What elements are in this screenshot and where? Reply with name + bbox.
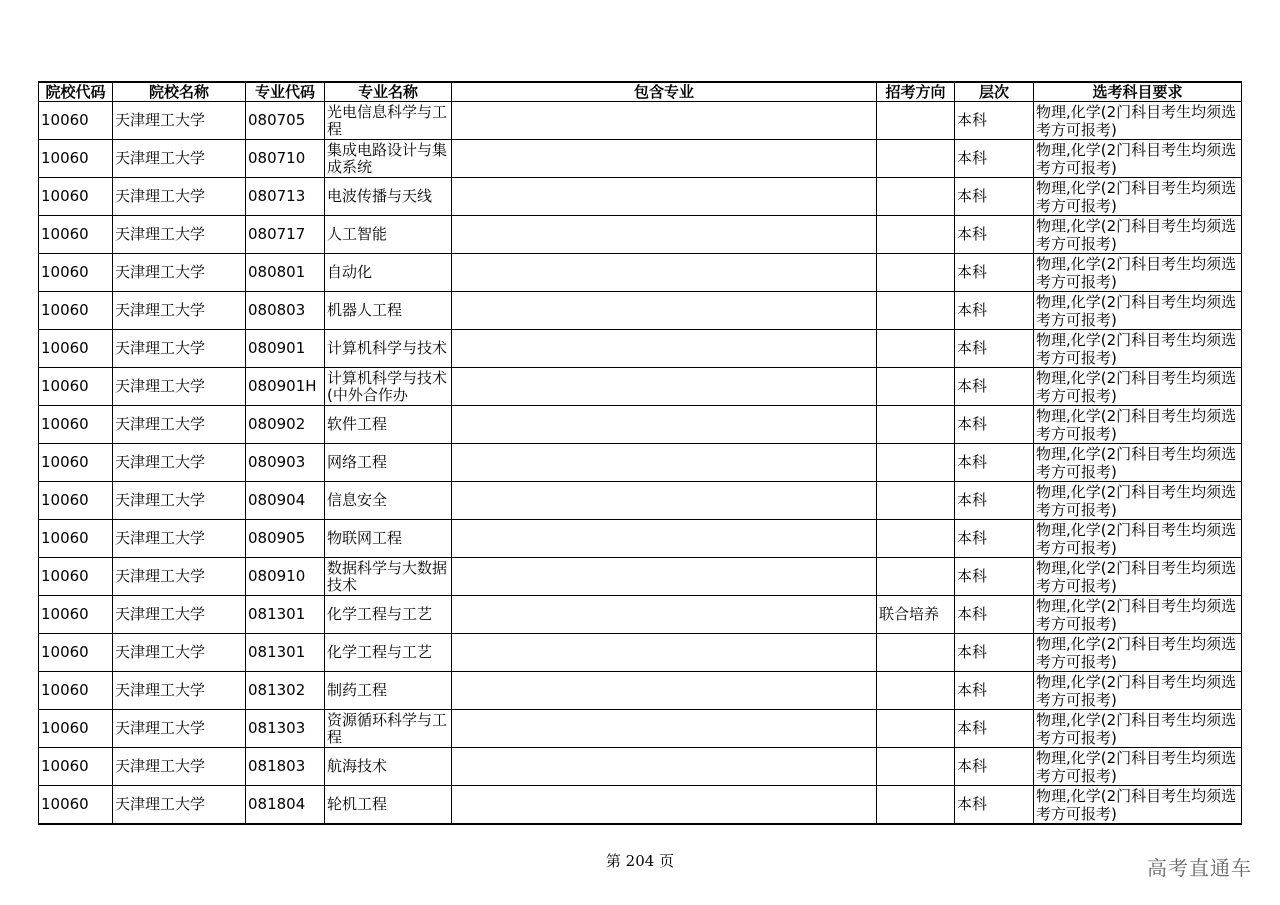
included-majors-cell — [452, 596, 877, 634]
major-name-cell-text: 轮机工程 — [327, 796, 388, 813]
table-row — [39, 748, 1242, 786]
requirement-cell — [1034, 330, 1242, 368]
requirement-cell-text: 物理,化学(2门科目考生均须选考方可报考) — [1036, 368, 1237, 405]
school-code-cell: 10060 — [39, 710, 113, 748]
school-code-cell: 10060 — [39, 292, 113, 330]
included-majors-cell — [452, 748, 877, 786]
major-name-cell-text: 计算机科学与技术 — [327, 340, 448, 357]
major-name-cell-text: 机器人工程 — [327, 302, 403, 319]
major-name-cell-text: 集成电路设计与集成系统 — [327, 141, 448, 176]
major-code-cell: 080803 — [246, 292, 325, 330]
major-name-cell — [325, 444, 452, 482]
requirement-cell — [1034, 406, 1242, 444]
table-body — [39, 102, 1242, 825]
table-row — [39, 330, 1242, 368]
table-row — [39, 786, 1242, 825]
major-name-cell — [325, 292, 452, 330]
header-direction: 招考方向 — [877, 82, 955, 102]
requirement-cell-text: 物理,化学(2门科目考生均须选考方可报考) — [1036, 672, 1237, 709]
school-code-cell: 10060 — [39, 330, 113, 368]
direction-cell — [877, 748, 955, 786]
major-name-cell — [325, 672, 452, 710]
school-code-cell: 10060 — [39, 558, 113, 596]
major-code-cell: 081303 — [246, 710, 325, 748]
major-name-cell — [325, 254, 452, 292]
major-name-cell-text: 信息安全 — [327, 492, 388, 509]
level-cell: 本科 — [955, 748, 1034, 786]
table-row — [39, 178, 1242, 216]
requirement-cell — [1034, 672, 1242, 710]
level-cell: 本科 — [955, 216, 1034, 254]
included-majors-cell — [452, 330, 877, 368]
requirement-cell-text: 物理,化学(2门科目考生均须选考方可报考) — [1036, 216, 1237, 253]
requirement-cell-text: 物理,化学(2门科目考生均须选考方可报考) — [1036, 634, 1237, 671]
major-name-cell-text: 软件工程 — [327, 416, 388, 433]
requirement-cell-text: 物理,化学(2门科目考生均须选考方可报考) — [1036, 178, 1237, 215]
header-school-name: 院校名称 — [113, 82, 246, 102]
major-name-cell-text: 物联网工程 — [327, 530, 403, 547]
included-majors-cell — [452, 786, 877, 825]
requirement-cell — [1034, 444, 1242, 482]
major-name-cell-text: 网络工程 — [327, 454, 388, 471]
major-name-cell — [325, 140, 452, 178]
table-row — [39, 254, 1242, 292]
major-name-cell-text: 自动化 — [327, 264, 373, 281]
requirement-cell — [1034, 596, 1242, 634]
level-cell: 本科 — [955, 710, 1034, 748]
requirement-cell — [1034, 368, 1242, 406]
table-row — [39, 444, 1242, 482]
direction-cell — [877, 634, 955, 672]
school-name-cell: 天津理工大学 — [113, 444, 246, 482]
table-row — [39, 368, 1242, 406]
level-cell: 本科 — [955, 292, 1034, 330]
header-major-name: 专业名称 — [325, 82, 452, 102]
direction-cell — [877, 216, 955, 254]
included-majors-cell — [452, 558, 877, 596]
school-code-cell: 10060 — [39, 178, 113, 216]
major-name-cell — [325, 786, 452, 825]
direction-cell — [877, 140, 955, 178]
direction-cell — [877, 520, 955, 558]
major-name-cell — [325, 558, 452, 596]
requirement-cell-text: 物理,化学(2门科目考生均须选考方可报考) — [1036, 330, 1237, 367]
major-name-cell — [325, 406, 452, 444]
major-name-cell-text: 化学工程与工艺 — [327, 606, 433, 623]
table-row — [39, 672, 1242, 710]
school-name-cell: 天津理工大学 — [113, 558, 246, 596]
requirement-cell-text: 物理,化学(2门科目考生均须选考方可报考) — [1036, 140, 1237, 177]
school-code-cell: 10060 — [39, 444, 113, 482]
major-code-cell: 080710 — [246, 140, 325, 178]
direction-cell — [877, 368, 955, 406]
major-code-cell: 080901 — [246, 330, 325, 368]
included-majors-cell — [452, 140, 877, 178]
school-code-cell: 10060 — [39, 520, 113, 558]
requirement-cell-text: 物理,化学(2门科目考生均须选考方可报考) — [1036, 292, 1237, 329]
level-cell: 本科 — [955, 786, 1034, 825]
major-code-cell: 080904 — [246, 482, 325, 520]
requirement-cell-text: 物理,化学(2门科目考生均须选考方可报考) — [1036, 558, 1237, 595]
requirement-cell-text: 物理,化学(2门科目考生均须选考方可报考) — [1036, 254, 1237, 291]
school-name-cell: 天津理工大学 — [113, 634, 246, 672]
major-code-cell: 080903 — [246, 444, 325, 482]
school-code-cell: 10060 — [39, 596, 113, 634]
table-row — [39, 558, 1242, 596]
level-cell: 本科 — [955, 520, 1034, 558]
major-name-cell-text: 航海技术 — [327, 758, 388, 775]
requirement-cell — [1034, 482, 1242, 520]
page-number: 第 204 页 — [605, 852, 675, 870]
requirement-cell — [1034, 634, 1242, 672]
school-code-cell: 10060 — [39, 748, 113, 786]
major-code-cell: 080801 — [246, 254, 325, 292]
level-cell: 本科 — [955, 482, 1034, 520]
header-school-code: 院校代码 — [39, 82, 113, 102]
included-majors-cell — [452, 368, 877, 406]
major-code-cell: 081302 — [246, 672, 325, 710]
level-cell: 本科 — [955, 672, 1034, 710]
major-code-cell: 080902 — [246, 406, 325, 444]
major-code-cell: 080717 — [246, 216, 325, 254]
major-code-cell: 080905 — [246, 520, 325, 558]
major-code-cell: 080705 — [246, 102, 325, 140]
requirement-cell — [1034, 140, 1242, 178]
major-code-cell: 081301 — [246, 634, 325, 672]
requirement-cell-text: 物理,化学(2门科目考生均须选考方可报考) — [1036, 786, 1237, 823]
requirement-cell — [1034, 710, 1242, 748]
requirement-cell-text: 物理,化学(2门科目考生均须选考方可报考) — [1036, 748, 1237, 785]
requirement-cell — [1034, 748, 1242, 786]
school-code-cell: 10060 — [39, 254, 113, 292]
included-majors-cell — [452, 482, 877, 520]
major-name-cell — [325, 330, 452, 368]
school-name-cell: 天津理工大学 — [113, 216, 246, 254]
direction-cell — [877, 482, 955, 520]
included-majors-cell — [452, 634, 877, 672]
major-code-cell: 080910 — [246, 558, 325, 596]
watermark-text: 高考直通车 — [1147, 856, 1252, 880]
major-name-cell — [325, 634, 452, 672]
school-name-cell: 天津理工大学 — [113, 748, 246, 786]
requirement-cell-text: 物理,化学(2门科目考生均须选考方可报考) — [1036, 710, 1237, 747]
major-name-cell-text: 制药工程 — [327, 682, 388, 699]
school-name-cell: 天津理工大学 — [113, 672, 246, 710]
direction-cell — [877, 292, 955, 330]
level-cell: 本科 — [955, 330, 1034, 368]
major-name-cell — [325, 520, 452, 558]
direction-cell — [877, 330, 955, 368]
direction-cell — [877, 406, 955, 444]
table-header-row — [39, 82, 1242, 102]
table-row — [39, 292, 1242, 330]
enrollment-table — [38, 81, 1242, 825]
level-cell: 本科 — [955, 444, 1034, 482]
direction-cell — [877, 444, 955, 482]
included-majors-cell — [452, 520, 877, 558]
included-majors-cell — [452, 292, 877, 330]
school-name-cell: 天津理工大学 — [113, 102, 246, 140]
school-name-cell: 天津理工大学 — [113, 520, 246, 558]
requirement-cell-text: 物理,化学(2门科目考生均须选考方可报考) — [1036, 444, 1237, 481]
school-code-cell: 10060 — [39, 482, 113, 520]
level-cell: 本科 — [955, 140, 1034, 178]
school-code-cell: 10060 — [39, 406, 113, 444]
major-code-cell: 080713 — [246, 178, 325, 216]
table-row — [39, 216, 1242, 254]
direction-cell — [877, 672, 955, 710]
table-row — [39, 102, 1242, 140]
school-name-cell: 天津理工大学 — [113, 596, 246, 634]
level-cell: 本科 — [955, 558, 1034, 596]
major-name-cell — [325, 178, 452, 216]
major-name-cell — [325, 482, 452, 520]
table-row — [39, 634, 1242, 672]
requirement-cell — [1034, 786, 1242, 825]
major-name-cell — [325, 102, 452, 140]
major-name-cell — [325, 596, 452, 634]
requirement-cell-text: 物理,化学(2门科目考生均须选考方可报考) — [1036, 596, 1237, 633]
school-name-cell: 天津理工大学 — [113, 406, 246, 444]
level-cell: 本科 — [955, 634, 1034, 672]
requirement-cell — [1034, 292, 1242, 330]
table-row — [39, 406, 1242, 444]
level-cell: 本科 — [955, 406, 1034, 444]
requirement-cell-text: 物理,化学(2门科目考生均须选考方可报考) — [1036, 482, 1237, 519]
major-name-cell — [325, 710, 452, 748]
requirement-cell — [1034, 102, 1242, 140]
included-majors-cell — [452, 444, 877, 482]
major-name-cell-text: 资源循环科学与工程 — [327, 711, 448, 746]
included-majors-cell — [452, 216, 877, 254]
major-name-cell — [325, 216, 452, 254]
major-code-cell: 081804 — [246, 786, 325, 825]
requirement-cell — [1034, 178, 1242, 216]
included-majors-cell — [452, 672, 877, 710]
requirement-cell — [1034, 520, 1242, 558]
school-code-cell: 10060 — [39, 140, 113, 178]
header-major-code: 专业代码 — [246, 82, 325, 102]
header-included-majors: 包含专业 — [452, 82, 877, 102]
included-majors-cell — [452, 102, 877, 140]
header-requirement: 选考科目要求 — [1034, 82, 1242, 102]
included-majors-cell — [452, 178, 877, 216]
school-code-cell: 10060 — [39, 786, 113, 825]
direction-cell — [877, 178, 955, 216]
requirement-cell-text: 物理,化学(2门科目考生均须选考方可报考) — [1036, 102, 1237, 139]
major-name-cell-text: 数据科学与大数据技术 — [327, 559, 448, 594]
table-row — [39, 140, 1242, 178]
direction-cell — [877, 710, 955, 748]
major-name-cell-text: 计算机科学与技术(中外合作办 — [327, 369, 448, 404]
requirement-cell — [1034, 254, 1242, 292]
level-cell: 本科 — [955, 254, 1034, 292]
included-majors-cell — [452, 710, 877, 748]
level-cell: 本科 — [955, 368, 1034, 406]
level-cell: 本科 — [955, 596, 1034, 634]
major-name-cell-text: 电波传播与天线 — [327, 188, 433, 205]
direction-cell — [877, 558, 955, 596]
major-name-cell-text: 光电信息科学与工程 — [327, 103, 448, 138]
school-code-cell: 10060 — [39, 216, 113, 254]
major-code-cell: 081803 — [246, 748, 325, 786]
included-majors-cell — [452, 254, 877, 292]
school-code-cell: 10060 — [39, 672, 113, 710]
direction-cell — [877, 786, 955, 825]
table-row — [39, 596, 1242, 634]
requirement-cell — [1034, 216, 1242, 254]
table-row — [39, 482, 1242, 520]
school-name-cell: 天津理工大学 — [113, 330, 246, 368]
school-code-cell: 10060 — [39, 368, 113, 406]
school-code-cell: 10060 — [39, 102, 113, 140]
school-name-cell: 天津理工大学 — [113, 292, 246, 330]
included-majors-cell — [452, 406, 877, 444]
level-cell: 本科 — [955, 102, 1034, 140]
major-name-cell-text: 人工智能 — [327, 226, 388, 243]
table-row — [39, 710, 1242, 748]
school-name-cell: 天津理工大学 — [113, 368, 246, 406]
school-name-cell: 天津理工大学 — [113, 786, 246, 825]
table-row — [39, 520, 1242, 558]
school-name-cell: 天津理工大学 — [113, 140, 246, 178]
school-name-cell: 天津理工大学 — [113, 254, 246, 292]
school-name-cell: 天津理工大学 — [113, 482, 246, 520]
requirement-cell-text: 物理,化学(2门科目考生均须选考方可报考) — [1036, 406, 1237, 443]
school-name-cell: 天津理工大学 — [113, 710, 246, 748]
major-name-cell — [325, 748, 452, 786]
direction-cell: 联合培养 — [877, 596, 955, 634]
requirement-cell — [1034, 558, 1242, 596]
major-code-cell: 080901H — [246, 368, 325, 406]
major-code-cell: 081301 — [246, 596, 325, 634]
major-name-cell-text: 化学工程与工艺 — [327, 644, 433, 661]
header-level: 层次 — [955, 82, 1034, 102]
direction-cell — [877, 102, 955, 140]
requirement-cell-text: 物理,化学(2门科目考生均须选考方可报考) — [1036, 520, 1237, 557]
school-name-cell: 天津理工大学 — [113, 178, 246, 216]
level-cell: 本科 — [955, 178, 1034, 216]
direction-cell — [877, 254, 955, 292]
major-name-cell — [325, 368, 452, 406]
school-code-cell: 10060 — [39, 634, 113, 672]
